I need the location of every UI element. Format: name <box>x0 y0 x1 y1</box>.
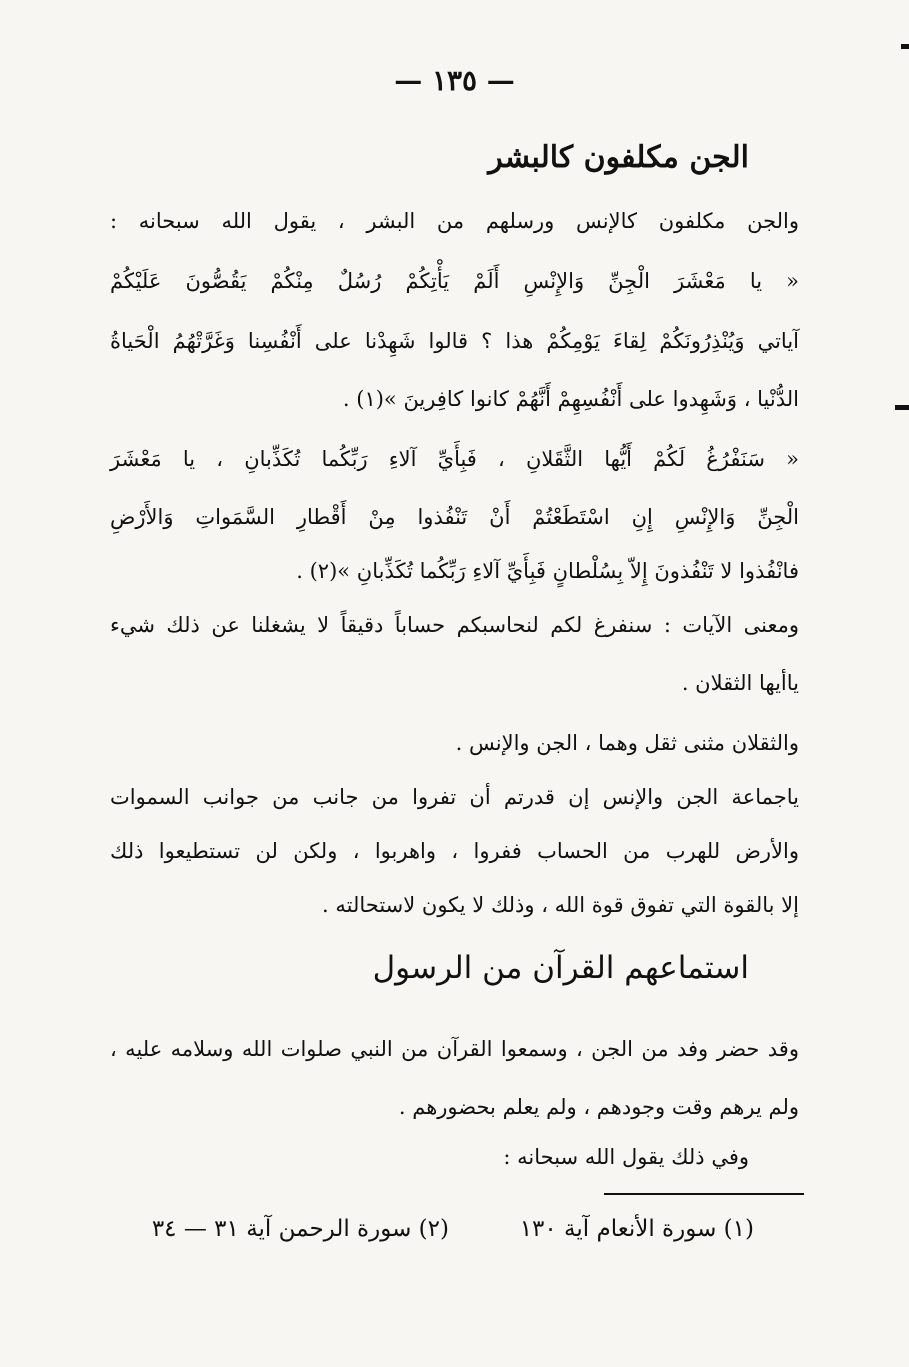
page-number: — ١٣٥ — <box>394 64 515 97</box>
body-line: والجن مكلفون كالإنس ورسلهم من البشر ، يقول الله سبحانه : <box>110 209 799 233</box>
body-line: ياجماعة الجن والإنس إن قدرتم أن تفروا من جانب من جوانب السموات <box>110 785 799 809</box>
footnote-separator <box>604 1193 804 1195</box>
body-line: وفي ذلك يقول الله سبحانه : <box>503 1145 749 1169</box>
verse-line: فانْفُذوا لا تَنْفُذونَ إِلاّ بِسُلْطانٍ فَبِأَيِّ آلاءِ رَبِّكُما تُكَذِّبانِ »(٢) . <box>296 559 799 583</box>
scan-edge-mark <box>895 405 909 410</box>
body-line: ولم يرهم وقت وجودهم ، ولم يعلم بحضورهم . <box>398 1095 799 1119</box>
body-line: ومعنى الآيات : سنفرغ لكم لنحاسبكم حساباً دقيقاً لا يشغلنا عن ذلك شيء <box>110 613 799 637</box>
body-line: ياأيها الثقلان . <box>681 671 799 695</box>
verse-line: « سَنَفْرُغُ لَكُمْ أَيُّها الثَّقَلانِ ، فَبِأَيِّ آلاءِ رَبِّكُما تُكَذِّبانِ ، يا مَعْشَرَ <box>110 447 799 471</box>
footnote: (١) سورة الأنعام آية ١٣٠ <box>519 1216 754 1242</box>
section-heading: الجن مكلفون كالبشر <box>488 140 749 175</box>
footnote: (٢) سورة الرحمن آية ٣١ — ٣٤ <box>151 1216 449 1242</box>
section-heading: استماعهم القرآن من الرسول <box>372 950 749 986</box>
verse-line: الْجِنِّ وَالإِنْسِ إِنِ اسْتَطَعْتُمْ أَنْ تَنْفُذوا مِنْ أَقْطارِ السَّمَواتِ وَالأَرْضِ <box>110 505 799 529</box>
scan-edge-mark <box>901 44 909 49</box>
body-line: والثقلان مثنى ثقل وهما ، الجن والإنس . <box>455 731 799 755</box>
verse-line: الدُّنْيا ، وَشَهِدوا على أَنْفُسِهِمْ أَنَّهُمْ كانوا كافِرينَ »(١) . <box>342 387 799 411</box>
body-line: والأرض للهرب من الحساب ففروا ، واهربوا ، ولكن لن تستطيعوا ذلك <box>110 839 799 863</box>
verse-line: آياتي وَيُنْذِرُونَكُمْ لِقاءَ يَوْمِكُمْ هذا ؟ قالوا شَهِدْنا على أَنْفُسِنا وَغَرَّتْهُمُ الْحَياةُ <box>110 329 799 353</box>
body-line: وقد حضر وفد من الجن ، وسمعوا القرآن من النبي صلوات الله وسلامه عليه ، <box>110 1037 799 1061</box>
verse-line: « يا مَعْشَرَ الْجِنِّ وَالإِنْسِ أَلَمْ يَأْتِكُمْ رُسُلٌ مِنْكُمْ يَقُصُّونَ عَلَيْكُمْ <box>110 269 799 293</box>
body-line: إلا بالقوة التي تفوق قوة الله ، وذلك لا يكون لاستحالته . <box>322 893 799 917</box>
